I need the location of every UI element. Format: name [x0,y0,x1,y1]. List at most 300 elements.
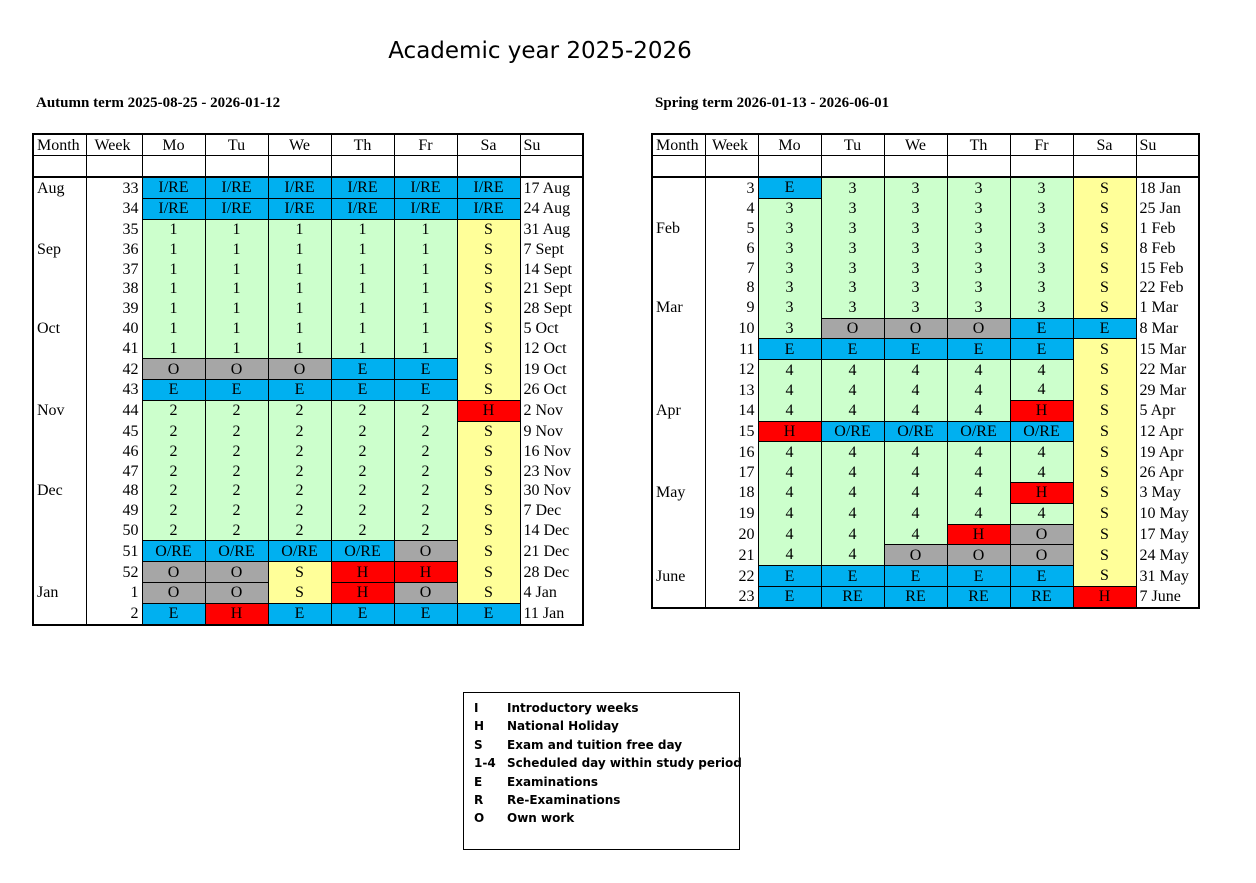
week-row [652,219,1199,239]
day-cell: 1 [142,338,205,358]
week-row [652,524,1199,545]
day-cell: 4 [758,380,821,400]
day-cell: 2 [268,501,331,521]
day-cell: S [1073,278,1136,298]
day-cell: S [457,461,520,481]
day-cell: 2 [205,501,268,521]
week-row [33,541,583,562]
week-number-cell: 11 [705,339,758,360]
day-cell: O [205,359,268,380]
month-cell [33,461,86,481]
day-cell: 3 [884,258,947,278]
day-cell: 3 [821,258,884,278]
month-cell [652,238,705,258]
day-cell: 4 [884,503,947,524]
header-mo: Mo [142,134,205,156]
day-cell: S [457,441,520,461]
week-row [652,198,1199,218]
day-cell: 2 [205,461,268,481]
day-cell: 2 [142,421,205,441]
sunday-date-cell: 7 Sept [523,240,564,258]
month-cell [652,503,705,524]
day-cell: H [758,421,821,442]
day-cell: 4 [821,380,884,400]
day-cell: H [331,562,394,583]
day-cell: 1 [331,279,394,299]
week-row [652,258,1199,278]
legend-text: Own work [507,811,575,825]
week-row [33,582,583,603]
week-row [33,239,583,259]
sunday-date-cell: 19 Apr [1139,443,1184,461]
day-cell: E [142,379,205,400]
page-title: Academic year 2025-2026 [388,38,692,64]
day-cell: 3 [947,238,1010,258]
day-cell: 2 [268,441,331,461]
week-row [652,400,1199,421]
week-number-cell: 3 [705,177,758,198]
week-number-cell: 42 [86,359,142,380]
day-cell: 4 [884,524,947,545]
sunday-date-cell: 11 Jan [523,604,565,622]
day-cell: S [1073,442,1136,462]
month-cell [33,259,86,279]
day-cell: O [142,359,205,380]
day-cell: 4 [821,360,884,380]
sunday-date-cell: 7 Dec [523,502,562,520]
day-cell: H [331,582,394,603]
month-cell: May [652,482,705,503]
week-row [652,298,1199,318]
sunday-date-cell: 10 May [1139,505,1189,523]
day-cell: 1 [394,239,457,259]
day-cell: S [457,521,520,541]
header-su: Su [1136,134,1199,156]
day-cell: S [1073,400,1136,421]
day-cell: 1 [394,299,457,319]
sunday-date-cell: 24 Aug [523,200,571,218]
week-number-cell: 9 [705,298,758,318]
day-cell: O/RE [331,541,394,562]
month-cell [33,219,86,239]
month-cell [652,421,705,442]
month-cell [652,442,705,462]
day-cell: E [821,339,884,360]
legend-code: E [474,775,483,789]
day-cell: 2 [142,441,205,461]
legend-code: 1-4 [474,756,496,770]
day-cell: S [457,338,520,358]
month-cell [652,318,705,339]
day-cell: 4 [884,400,947,421]
sunday-date-cell: 29 Mar [1139,381,1187,399]
day-cell: 3 [947,298,1010,318]
day-cell: S [457,299,520,319]
day-cell: 4 [947,400,1010,421]
header-month: Month [33,134,86,156]
day-cell: I/RE [142,198,205,219]
day-cell: 1 [205,299,268,319]
day-cell: O [821,318,884,339]
header-mo: Mo [758,134,821,156]
day-cell: E [394,603,457,624]
week-row [33,421,583,441]
sunday-date-cell: 5 Oct [523,319,559,337]
day-cell: S [1073,219,1136,239]
week-number-cell: 50 [86,521,142,541]
day-cell: S [1073,566,1136,587]
month-cell [33,198,86,219]
day-cell: E [1010,339,1073,360]
legend-text: Re-Examinations [507,793,621,807]
sunday-date-cell: 19 Oct [523,360,567,378]
day-cell: S [457,259,520,279]
day-cell: E [1010,318,1073,339]
header-week: Week [705,134,758,156]
day-cell: 2 [331,501,394,521]
autumn-term-title: Autumn term 2025-08-25 - 2026-01-12 [36,95,281,111]
day-cell: 3 [1010,278,1073,298]
legend-item [474,736,682,754]
sunday-date-cell: 28 Sept [523,300,572,318]
day-cell: S [1073,298,1136,318]
day-cell: E [205,379,268,400]
day-cell: S [457,562,520,583]
day-cell: 4 [821,482,884,503]
day-cell: E [758,586,821,607]
day-cell: 4 [947,380,1010,400]
week-number-cell: 4 [705,198,758,218]
day-cell: 4 [884,360,947,380]
day-cell: 2 [268,421,331,441]
day-cell: I/RE [457,198,520,219]
header-sa: Sa [1073,134,1136,156]
autumn-calendar-table [32,133,584,626]
month-cell [33,562,86,583]
header-we: We [884,134,947,156]
day-cell: 3 [947,278,1010,298]
week-number-cell: 51 [86,541,142,562]
week-number-cell: 23 [705,586,758,607]
day-cell: S [1073,524,1136,545]
day-cell: 4 [884,462,947,482]
legend-text: Examinations [507,775,599,789]
legend-item [474,699,639,717]
sunday-date-cell: 8 Feb [1139,239,1176,257]
day-cell: 1 [268,319,331,339]
header-fr: Fr [394,134,457,156]
day-cell: O [884,318,947,339]
sunday-date-cell: 18 Jan [1139,179,1181,197]
day-cell: 1 [394,219,457,239]
day-cell: O/RE [821,421,884,442]
day-cell: S [457,359,520,380]
day-cell: E [947,566,1010,587]
sunday-date-cell: 2 Nov [523,402,564,420]
week-row [33,359,583,380]
day-cell: 4 [758,360,821,380]
day-cell: H [1073,586,1136,607]
sunday-date-cell: 25 Jan [1139,199,1181,217]
day-cell: 2 [142,461,205,481]
header-row [33,134,583,156]
month-cell [33,441,86,461]
day-cell: 2 [394,481,457,501]
day-cell: S [268,562,331,583]
week-row [652,586,1199,607]
day-cell: 3 [1010,219,1073,239]
week-number-cell: 2 [86,603,142,624]
day-cell: E [268,603,331,624]
day-cell: 2 [331,461,394,481]
day-cell: S [457,319,520,339]
week-row [33,441,583,461]
day-cell: 4 [884,442,947,462]
day-cell: 2 [394,521,457,541]
day-cell: 1 [142,279,205,299]
week-row [652,177,1199,198]
week-number-cell: 17 [705,462,758,482]
week-row [33,481,583,501]
day-cell: O [1010,524,1073,545]
day-cell: 3 [884,219,947,239]
legend-item [474,809,574,827]
day-cell: 2 [394,421,457,441]
month-cell: Aug [33,177,86,198]
day-cell: E [142,603,205,624]
day-cell: E [884,566,947,587]
day-cell: S [457,501,520,521]
week-row [652,462,1199,482]
autumn-calendar-body [33,177,583,625]
day-cell: 3 [1010,198,1073,218]
header-sa: Sa [457,134,520,156]
month-cell [652,360,705,380]
day-cell: O [142,562,205,583]
day-cell: 3 [821,198,884,218]
spring-calendar-body [652,177,1199,608]
legend-text: Introductory weeks [507,701,639,715]
day-cell: E [394,379,457,400]
day-cell: 3 [758,258,821,278]
month-cell [33,501,86,521]
day-cell: E [758,566,821,587]
sunday-date-cell: 21 Dec [523,542,570,560]
week-row [33,338,583,358]
day-cell: 1 [331,259,394,279]
day-cell: H [1010,400,1073,421]
week-row [652,380,1199,400]
day-cell: 1 [142,319,205,339]
sunday-date-cell: 31 Aug [523,220,571,238]
sunday-date-cell: 31 May [1139,567,1189,585]
day-cell: 4 [821,462,884,482]
day-cell: 4 [1010,503,1073,524]
day-cell: 3 [947,219,1010,239]
week-number-cell: 8 [705,278,758,298]
day-cell: 4 [1010,380,1073,400]
header-su: Su [520,134,583,156]
day-cell: S [1073,238,1136,258]
day-cell: E [1073,318,1136,339]
day-cell: 2 [394,501,457,521]
legend-text: Scheduled day within study period [507,756,742,770]
month-cell [33,338,86,358]
month-cell [33,359,86,380]
day-cell: S [457,421,520,441]
week-row [33,259,583,279]
day-cell: S [1073,421,1136,442]
month-cell [33,541,86,562]
sunday-date-cell: 14 Sept [523,260,572,278]
month-cell: Mar [652,298,705,318]
day-cell: 1 [205,279,268,299]
sunday-date-cell: 28 Dec [523,563,570,581]
day-cell: 1 [205,239,268,259]
month-cell [33,379,86,400]
week-row [652,360,1199,380]
day-cell: O [142,582,205,603]
week-number-cell: 35 [86,219,142,239]
day-cell: 3 [1010,258,1073,278]
week-row [652,482,1199,503]
day-cell: 4 [884,380,947,400]
month-cell [33,521,86,541]
day-cell: I/RE [268,198,331,219]
day-cell: O/RE [884,421,947,442]
day-cell: 4 [821,545,884,566]
day-cell: 2 [331,400,394,421]
day-cell: 4 [947,503,1010,524]
day-cell: 4 [947,360,1010,380]
day-cell: 2 [268,400,331,421]
week-number-cell: 40 [86,319,142,339]
month-cell [652,462,705,482]
month-cell [652,586,705,607]
week-row [33,521,583,541]
week-row [33,379,583,400]
day-cell: 3 [884,177,947,198]
week-row [652,503,1199,524]
week-number-cell: 46 [86,441,142,461]
week-number-cell: 7 [705,258,758,278]
day-cell: 4 [821,503,884,524]
day-cell: H [205,603,268,624]
week-number-cell: 21 [705,545,758,566]
day-cell: 4 [1010,462,1073,482]
day-cell: S [1073,339,1136,360]
day-cell: 3 [1010,238,1073,258]
day-cell: O [884,545,947,566]
day-cell: O [947,545,1010,566]
week-number-cell: 1 [86,582,142,603]
day-cell: 1 [331,239,394,259]
day-cell: S [1073,503,1136,524]
day-cell: 3 [821,177,884,198]
day-cell: 2 [142,521,205,541]
day-cell: 3 [758,278,821,298]
day-cell: S [1073,177,1136,198]
sunday-date-cell: 21 Sept [523,280,572,298]
week-row [652,339,1199,360]
day-cell: 2 [331,421,394,441]
sunday-date-cell: 8 Mar [1139,319,1179,337]
day-cell: O [394,541,457,562]
day-cell: S [1073,462,1136,482]
legend-item [474,773,598,791]
week-number-cell: 34 [86,198,142,219]
day-cell: O/RE [1010,421,1073,442]
week-row [652,566,1199,587]
day-cell: 3 [758,298,821,318]
day-cell: E [821,566,884,587]
day-cell: I/RE [457,177,520,198]
week-number-cell: 48 [86,481,142,501]
day-cell: RE [884,586,947,607]
day-cell: E [331,359,394,380]
day-cell: 4 [758,503,821,524]
day-cell: S [457,481,520,501]
week-row [652,442,1199,462]
sunday-date-cell: 16 Nov [523,442,572,460]
sunday-date-cell: 12 Apr [1139,422,1184,440]
day-cell: O [394,582,457,603]
week-number-cell: 45 [86,421,142,441]
day-cell: S [1073,258,1136,278]
legend-text: National Holiday [507,719,619,733]
day-cell: 3 [884,278,947,298]
day-cell: O [205,562,268,583]
week-row [652,421,1199,442]
day-cell: 2 [205,521,268,541]
week-row [33,400,583,421]
day-cell: 1 [268,299,331,319]
week-number-cell: 47 [86,461,142,481]
day-cell: 2 [331,441,394,461]
week-row [33,299,583,319]
month-cell: Sep [33,239,86,259]
day-cell: I/RE [205,177,268,198]
day-cell: 3 [884,198,947,218]
week-row [33,279,583,299]
day-cell: 1 [142,239,205,259]
week-number-cell: 5 [705,219,758,239]
day-cell: O/RE [142,541,205,562]
day-cell: E [331,603,394,624]
day-cell: 1 [394,319,457,339]
sunday-date-cell: 5 Apr [1139,402,1176,420]
day-cell: S [1073,380,1136,400]
week-number-cell: 18 [705,482,758,503]
month-cell: June [652,566,705,587]
day-cell: H [1010,482,1073,503]
header-th: Th [331,134,394,156]
day-cell: 2 [142,481,205,501]
day-cell: 1 [394,279,457,299]
week-number-cell: 49 [86,501,142,521]
day-cell: O [947,318,1010,339]
sunday-date-cell: 26 Apr [1139,463,1184,481]
week-row [652,545,1199,566]
month-cell [652,177,705,198]
week-number-cell: 16 [705,442,758,462]
week-number-cell: 36 [86,239,142,259]
day-cell: 4 [947,462,1010,482]
day-cell: 4 [947,482,1010,503]
day-cell: 2 [268,461,331,481]
legend-code: S [474,738,483,752]
header-month: Month [652,134,705,156]
